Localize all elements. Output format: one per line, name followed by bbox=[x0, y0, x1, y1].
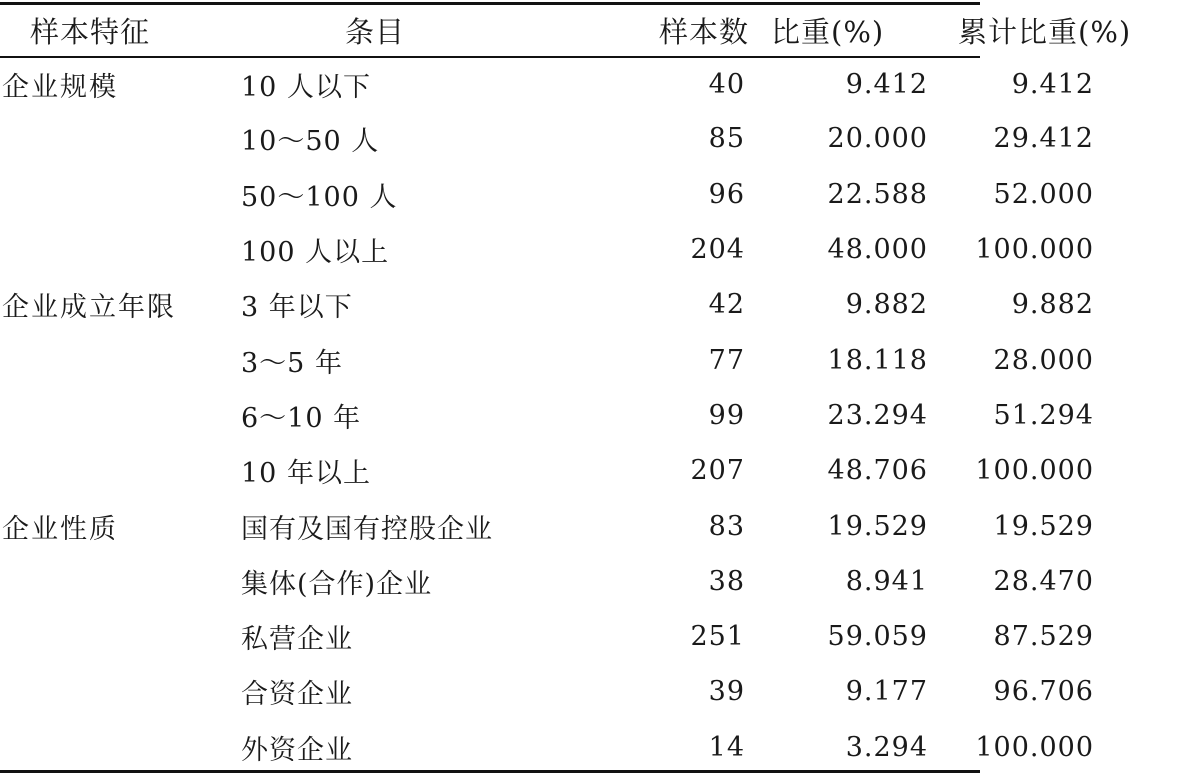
cell-feature bbox=[0, 554, 237, 609]
cell-ratio: 9.882 bbox=[845, 289, 928, 321]
cell-item: 集体(合作)企业 bbox=[241, 568, 433, 600]
cell-item: 合资企业 bbox=[241, 679, 353, 711]
header-cumulative: 累计比重(%) bbox=[958, 15, 1132, 49]
cell-ratio: 8.941 bbox=[845, 565, 928, 597]
cell-item: 3～5 年 bbox=[241, 347, 343, 379]
cell-cumulative bbox=[929, 222, 1180, 277]
cell-item: 私营企业 bbox=[241, 624, 353, 656]
cell-cumulative-value: 9.882 bbox=[1011, 289, 1094, 321]
cell-cumulative-value: 52.000 bbox=[993, 178, 1094, 210]
cell-cumulative bbox=[929, 498, 1180, 553]
header-ratio: 比重(%) bbox=[771, 15, 885, 49]
cell-ratio: 59.059 bbox=[827, 621, 928, 653]
cell-item: 3 年以下 bbox=[241, 292, 353, 324]
table-row bbox=[0, 554, 1180, 609]
table-row bbox=[0, 443, 1180, 498]
cell-ratio: 20.000 bbox=[827, 123, 928, 155]
cell-cumulative-value: 100.000 bbox=[975, 455, 1094, 487]
sample-characteristics-table bbox=[0, 5, 1180, 775]
table-row bbox=[0, 332, 1180, 387]
table-header-row bbox=[0, 5, 1180, 56]
cell-count: 14 bbox=[708, 731, 745, 763]
cell-count: 38 bbox=[708, 565, 745, 597]
header-feature: 样本特征 bbox=[30, 15, 151, 49]
cell-count: 85 bbox=[708, 123, 745, 155]
cell-count: 83 bbox=[708, 510, 745, 542]
header-count: 样本数 bbox=[659, 15, 750, 49]
cell-feature bbox=[0, 664, 237, 719]
cell-cumulative bbox=[929, 720, 1180, 775]
cell-ratio: 23.294 bbox=[827, 399, 928, 431]
cell-count: 39 bbox=[708, 676, 745, 708]
cell-cumulative-value: 96.706 bbox=[993, 676, 1094, 708]
cell-cumulative bbox=[929, 167, 1180, 222]
table-row bbox=[0, 720, 1180, 775]
table-row bbox=[0, 222, 1180, 277]
cell-item: 50～100 人 bbox=[241, 181, 398, 213]
table-row bbox=[0, 277, 1180, 332]
cell-feature bbox=[0, 111, 237, 166]
table-row bbox=[0, 609, 1180, 664]
cell-item: 100 人以上 bbox=[241, 237, 390, 269]
table-row bbox=[0, 498, 1180, 553]
cell-cumulative bbox=[929, 277, 1180, 332]
cell-count: 77 bbox=[708, 344, 745, 376]
cell-feature bbox=[0, 222, 237, 277]
table-row bbox=[0, 111, 1180, 166]
cell-item: 外资企业 bbox=[241, 734, 353, 766]
cell-feature bbox=[0, 332, 237, 387]
cell-item: 10 年以上 bbox=[241, 458, 371, 490]
cell-feature bbox=[0, 609, 237, 664]
cell-item: 10 人以下 bbox=[241, 72, 371, 104]
table-header bbox=[0, 5, 1180, 56]
cell-item: 6～10 年 bbox=[241, 402, 362, 434]
cell-cumulative-value: 28.470 bbox=[993, 565, 1094, 597]
cell-feature bbox=[0, 388, 237, 443]
cell-cumulative-value: 100.000 bbox=[975, 234, 1094, 266]
table-body bbox=[0, 56, 1180, 775]
cell-ratio: 18.118 bbox=[827, 344, 928, 376]
cell-count: 42 bbox=[708, 289, 745, 321]
cell-count: 96 bbox=[708, 178, 745, 210]
cell-ratio: 3.294 bbox=[845, 731, 928, 763]
cell-item: 10～50 人 bbox=[241, 126, 380, 158]
cell-cumulative bbox=[929, 388, 1180, 443]
cell-cumulative-value: 100.000 bbox=[975, 731, 1094, 763]
cell-cumulative bbox=[929, 56, 1180, 111]
cell-cumulative-value: 29.412 bbox=[993, 123, 1094, 155]
cell-feature: 企业成立年限 bbox=[2, 292, 176, 324]
table-row bbox=[0, 56, 1180, 111]
cell-cumulative-value: 51.294 bbox=[993, 399, 1094, 431]
cell-cumulative bbox=[929, 554, 1180, 609]
cell-item: 国有及国有控股企业 bbox=[241, 513, 493, 545]
cell-feature bbox=[0, 167, 237, 222]
table-row bbox=[0, 167, 1180, 222]
cell-cumulative bbox=[929, 443, 1180, 498]
cell-cumulative-value: 19.529 bbox=[993, 510, 1094, 542]
cell-cumulative bbox=[929, 111, 1180, 166]
cell-feature bbox=[0, 443, 237, 498]
cell-ratio: 9.412 bbox=[845, 69, 928, 101]
cell-count: 207 bbox=[690, 455, 745, 487]
cell-cumulative bbox=[929, 609, 1180, 664]
header-item: 条目 bbox=[345, 15, 406, 49]
table-row bbox=[0, 664, 1180, 719]
cell-cumulative-value: 9.412 bbox=[1011, 69, 1094, 101]
cell-count: 99 bbox=[708, 399, 745, 431]
cell-ratio: 48.706 bbox=[827, 455, 928, 487]
cell-feature: 企业规模 bbox=[2, 72, 118, 104]
cell-feature bbox=[0, 720, 237, 775]
cell-ratio: 9.177 bbox=[845, 676, 928, 708]
cell-feature: 企业性质 bbox=[2, 513, 118, 545]
cell-ratio: 22.588 bbox=[827, 178, 928, 210]
cell-cumulative bbox=[929, 332, 1180, 387]
cell-cumulative-value: 87.529 bbox=[993, 621, 1094, 653]
table-row bbox=[0, 388, 1180, 443]
cell-count: 251 bbox=[690, 621, 745, 653]
cell-count: 204 bbox=[690, 234, 745, 266]
cell-cumulative-value: 28.000 bbox=[993, 344, 1094, 376]
cell-ratio: 48.000 bbox=[827, 234, 928, 266]
cell-ratio: 19.529 bbox=[827, 510, 928, 542]
cell-count: 40 bbox=[708, 69, 745, 101]
cell-cumulative bbox=[929, 664, 1180, 719]
